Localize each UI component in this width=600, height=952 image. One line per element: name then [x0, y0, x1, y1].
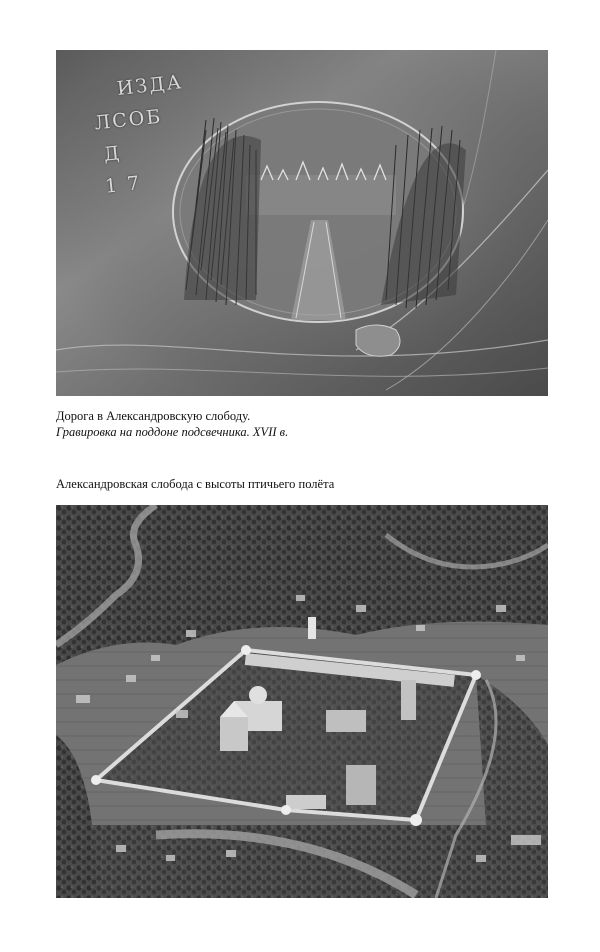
figure-2-caption: Александровская слобода с высоты птичьего полёта	[56, 477, 335, 491]
inscription-line-4: 1 7	[104, 172, 143, 198]
inscription-line-3: Д	[102, 141, 123, 166]
aerial-image	[56, 505, 548, 898]
engraved-inscription	[68, 67, 191, 206]
inscription-line-1: ИЗДА	[115, 71, 185, 100]
figure-1-caption-source: Гравировка на поддоне подсвечника. XVII в.	[56, 425, 289, 439]
inscription-line-2: ЛСОБ	[93, 105, 164, 135]
engraving-photo	[56, 50, 548, 396]
figure-1-caption-title: Дорога в Александровскую слободу.	[56, 409, 251, 423]
aerial-photo	[56, 505, 548, 898]
figure-1-caption	[56, 408, 288, 440]
